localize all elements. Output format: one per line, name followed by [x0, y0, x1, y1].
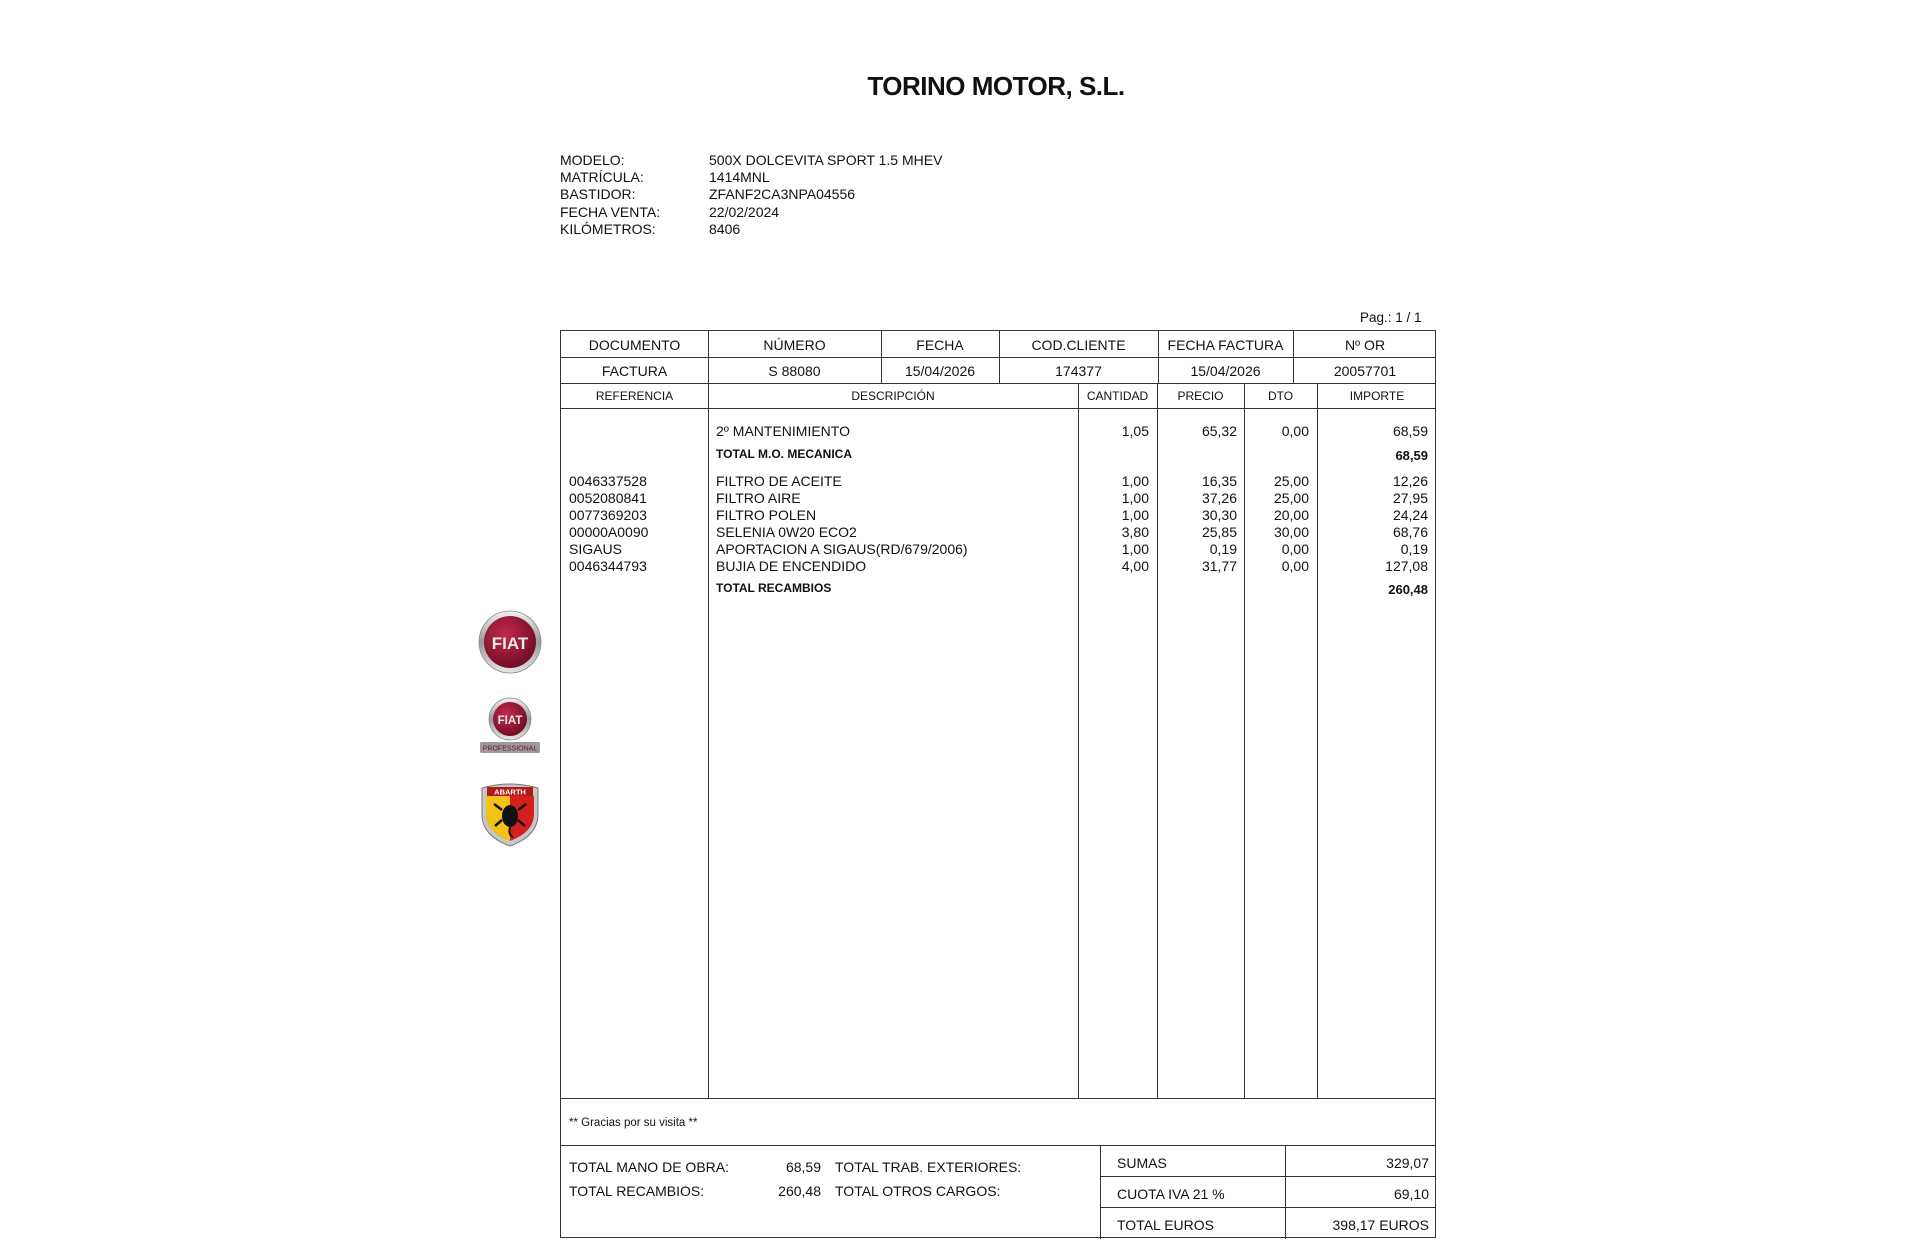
abarth-logo-text: ABARTH [494, 787, 526, 797]
part-reference: 0046344793 [569, 558, 647, 574]
vehicle-value: 22/02/2024 [709, 203, 780, 220]
part-amount: 68,76 [1392, 524, 1428, 540]
part-reference: 0077369203 [569, 507, 647, 523]
part-quantity: 1,00 [1121, 507, 1149, 523]
header-label-cod-cliente: COD.CLIENTE [1031, 337, 1126, 353]
part-description: APORTACION A SIGAUS(RD/679/2006) [716, 541, 968, 557]
part-amount: 12,26 [1392, 473, 1428, 489]
part-discount: 0,00 [1281, 558, 1309, 574]
company-name: TORINO MOTOR, S.L. [867, 71, 1125, 101]
part-discount: 20,00 [1273, 507, 1309, 523]
sumas-label: SUMAS [1117, 1155, 1167, 1171]
part-description: SELENIA 0W20 ECO2 [716, 524, 857, 540]
vehicle-label: BASTIDOR: [560, 186, 636, 203]
vehicle-value: 1414MNL [709, 169, 770, 186]
part-description: FILTRO POLEN [716, 507, 817, 523]
vehicle-label: MODELO: [560, 152, 625, 168]
part-quantity: 3,80 [1121, 524, 1149, 540]
column-header-referencia: REFERENCIA [595, 389, 674, 403]
header-label-documento: DOCUMENTO [588, 337, 681, 353]
sumas-value: 329,07 [1386, 1155, 1429, 1171]
part-price: 25,85 [1201, 524, 1237, 540]
vehicle-value: 500X DOLCEVITA SPORT 1.5 MHEV [709, 152, 943, 168]
part-description: BUJIA DE ENCENDIDO [716, 558, 867, 574]
parts-total-label: TOTAL RECAMBIOS [716, 581, 832, 595]
vehicle-label: MATRÍCULA: [560, 169, 644, 186]
part-quantity: 1,00 [1121, 473, 1149, 489]
total-euros-value: 398,17 EUROS [1332, 1217, 1429, 1233]
vehicle-row-model [560, 152, 942, 169]
vehicle-row-km [560, 221, 942, 238]
column-header-dto: DTO [1267, 389, 1294, 403]
invoice-frame [560, 330, 1436, 1238]
part-amount: 24,24 [1392, 507, 1428, 523]
part-quantity: 1,00 [1121, 541, 1149, 557]
footer-labour-label: TOTAL MANO DE OBRA: [569, 1159, 729, 1175]
part-price: 16,35 [1201, 473, 1237, 489]
iva-value: 69,10 [1393, 1186, 1429, 1202]
header-value-fecha: 15/04/2026 [904, 363, 976, 379]
part-discount: 0,00 [1281, 541, 1309, 557]
fiat-logo [478, 609, 542, 675]
vehicle-label: FECHA VENTA: [560, 203, 661, 220]
vehicle-info [560, 152, 942, 238]
part-reference: 00000A0090 [569, 524, 649, 540]
part-description: FILTRO DE ACEITE [716, 473, 842, 489]
iva-label: CUOTA IVA 21 % [1117, 1186, 1225, 1202]
header-value-n-or: 20057701 [1333, 363, 1397, 379]
header-label-numero: NÚMERO [763, 337, 826, 353]
header-value-cod-cliente: 174377 [1055, 363, 1102, 379]
vehicle-row-sale-date [560, 204, 942, 221]
part-discount: 25,00 [1273, 473, 1309, 489]
part-reference: SIGAUS [569, 541, 622, 557]
fiat-pro-logo-text: FIAT [497, 715, 523, 727]
header-value-documento: FACTURA [601, 363, 668, 379]
header-value-fecha-factura: 15/04/2026 [1190, 363, 1261, 379]
part-amount: 0,19 [1400, 541, 1428, 557]
fiat-logo-text: FIAT [491, 634, 529, 653]
thanks-note: ** Gracias por su visita ** [569, 1117, 698, 1129]
footer-labour-value: 68,59 [785, 1159, 821, 1175]
part-reference: 0046337528 [569, 473, 647, 489]
column-header-descripcion: DESCRIPCIÓN [851, 389, 935, 403]
part-price: 30,30 [1201, 507, 1237, 523]
part-quantity: 4,00 [1121, 558, 1149, 574]
header-label-fecha-factura: FECHA FACTURA [1167, 337, 1284, 353]
total-euros-label: TOTAL EUROS [1117, 1217, 1214, 1233]
line-description: 2º MANTENIMIENTO [716, 423, 850, 439]
line-price: 65,32 [1201, 423, 1237, 439]
fiat-professional-logo [478, 697, 542, 755]
vehicle-value: ZFANF2CA3NPA04556 [709, 186, 856, 203]
vehicle-label: KILÓMETROS: [560, 220, 656, 237]
vehicle-row-vin [560, 186, 942, 203]
column-header-importe: IMPORTE [1349, 389, 1405, 403]
part-amount: 27,95 [1392, 490, 1428, 506]
column-header-precio: PRECIO [1177, 389, 1224, 403]
part-description: FILTRO AIRE [716, 490, 801, 506]
footer-other-charges-label: TOTAL OTROS CARGOS: [835, 1183, 1001, 1199]
vehicle-value: 8406 [709, 220, 741, 237]
line-amount: 68,59 [1392, 423, 1428, 439]
footer-parts-label: TOTAL RECAMBIOS: [569, 1183, 705, 1199]
vehicle-row-plate [560, 169, 942, 186]
footer-parts-value: 260,48 [778, 1183, 821, 1199]
fiat-pro-logo-subtext: PROFESSIONAL [482, 745, 538, 753]
abarth-logo [478, 780, 542, 848]
part-quantity: 1,00 [1121, 490, 1149, 506]
part-discount: 25,00 [1273, 490, 1309, 506]
labour-total-amount: 68,59 [1395, 448, 1428, 463]
page-number: Pag.: 1 / 1 [1360, 310, 1422, 325]
part-price: 31,77 [1201, 558, 1237, 574]
part-amount: 127,08 [1385, 558, 1428, 574]
parts-total-amount: 260,48 [1388, 582, 1428, 597]
part-price: 0,19 [1209, 541, 1237, 557]
header-value-numero: S 88080 [768, 363, 821, 379]
line-quantity: 1,05 [1121, 423, 1149, 439]
part-price: 37,26 [1201, 490, 1237, 506]
header-label-fecha: FECHA [916, 337, 964, 353]
footer-external-work-label: TOTAL TRAB. EXTERIORES: [835, 1159, 1022, 1175]
line-discount: 0,00 [1281, 423, 1309, 439]
column-header-cantidad: CANTIDAD [1086, 389, 1149, 403]
labour-total-label: TOTAL M.O. MECANICA [716, 447, 852, 461]
part-discount: 30,00 [1273, 524, 1309, 540]
part-reference: 0052080841 [569, 490, 647, 506]
header-label-n-or: Nº OR [1344, 337, 1386, 353]
